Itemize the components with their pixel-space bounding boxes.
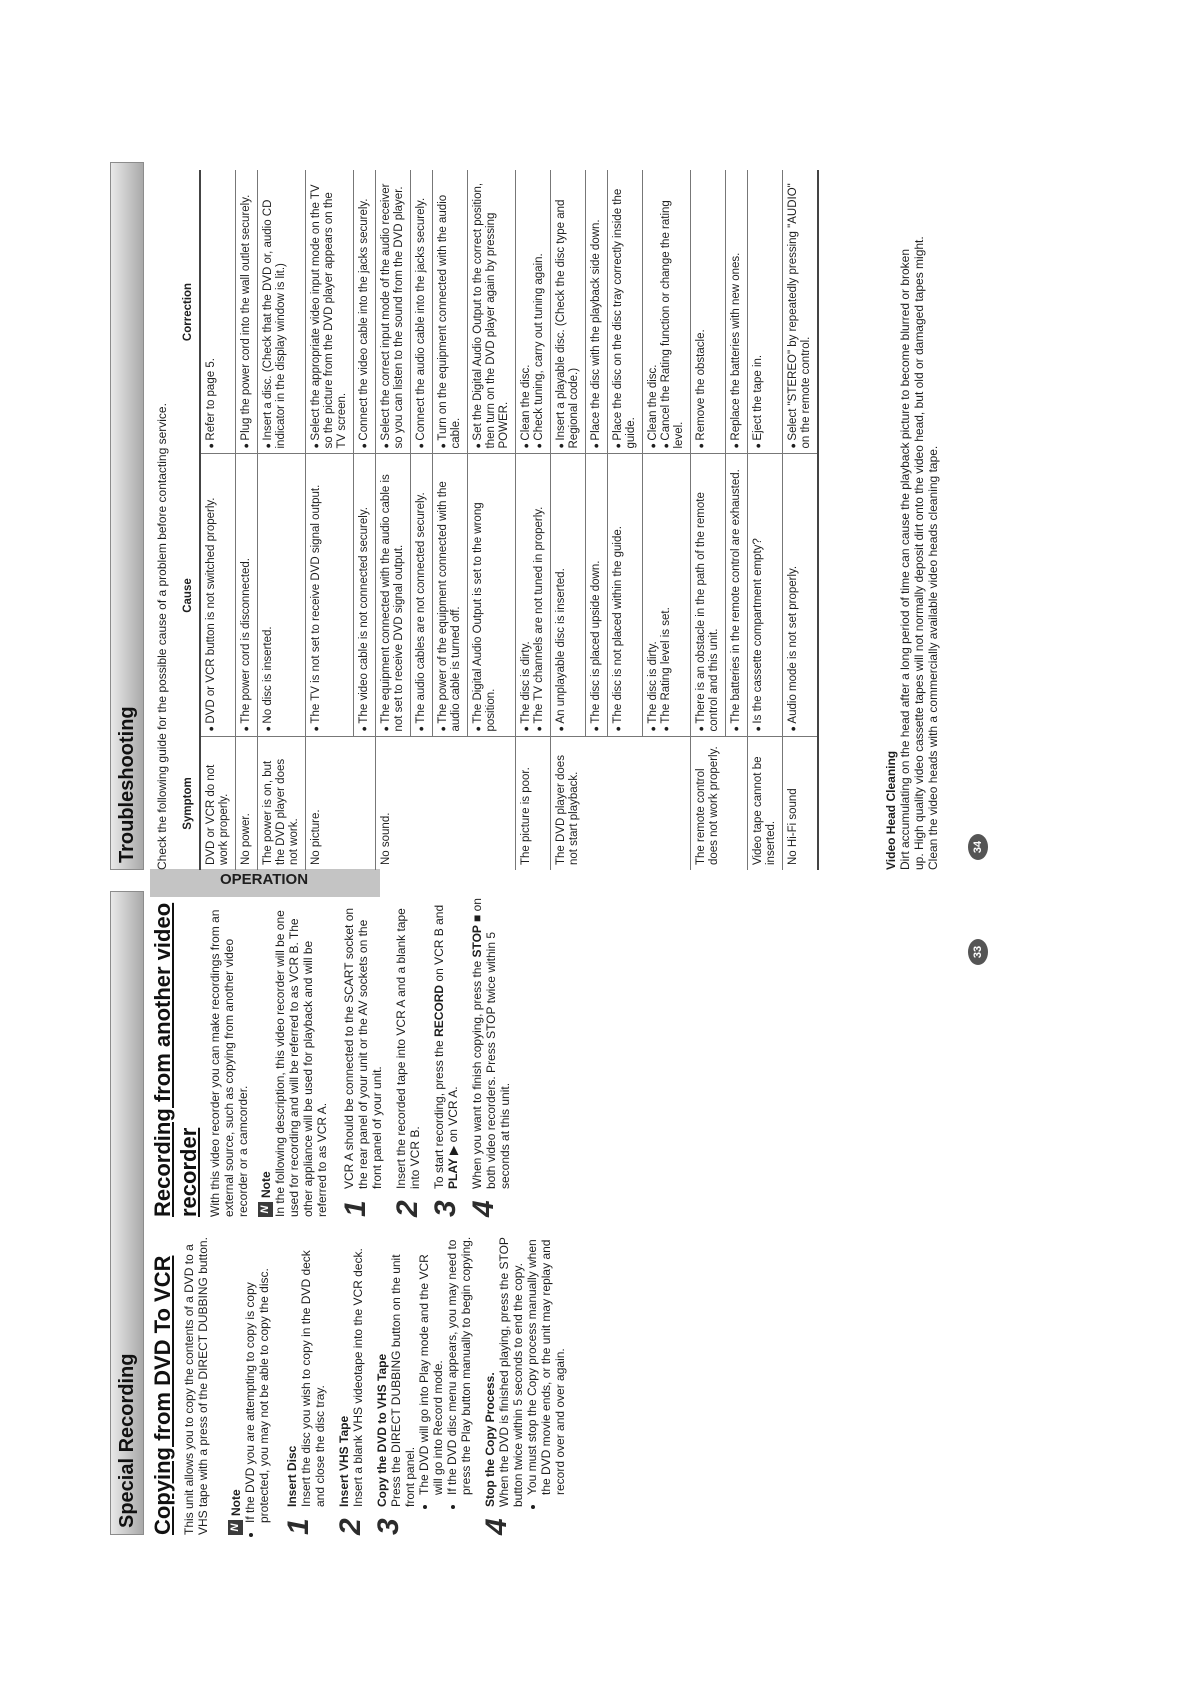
step-number: 3 (372, 1518, 405, 1535)
note-text: • If the DVD you are attempting to copy is copy protected, you may not be able to copy the disc. (243, 1235, 271, 1523)
table-row (376, 170, 411, 870)
dvd-to-vcr-intro: This unit allows you to copy the contents of a DVD to a VHS tape with a press of the DIRECT DUBBING button. (182, 1237, 210, 1535)
table-row (783, 170, 819, 870)
symptom-cell: No Hi-Fi sound (783, 737, 819, 870)
symptom-cell: No picture. (306, 737, 354, 870)
troubleshooting-rows (200, 170, 818, 870)
table-row (748, 170, 783, 870)
table-row (236, 170, 258, 870)
page-number-badge: 33 (968, 939, 988, 965)
cause-cell: ● The audio cables are not connected securely. (411, 454, 433, 737)
step-bullet: • The DVD will go into Play mode and the VCR will go into Record mode. (417, 1235, 445, 1495)
symptom-cell (411, 737, 433, 870)
symptom-cell (643, 737, 691, 870)
step-number: 1 (282, 1518, 315, 1535)
table-row (551, 170, 586, 870)
step-4 (467, 897, 512, 1217)
cause-cell: ● There is an obstacle in the path of the remote control and this unit. (691, 454, 726, 737)
banner-title: Special Recording (116, 1353, 138, 1528)
cause-cell: ● The power of the equipment connected with the audio cable is turned off. (433, 454, 468, 737)
cause-cell: ● The video cable is not connected securely. (354, 454, 376, 737)
table-row (354, 170, 376, 870)
step-2 (334, 1235, 367, 1535)
symptom-cell: The picture is poor. (516, 737, 551, 870)
page-33 (110, 885, 990, 1535)
symptom-cell: The power is on, but the DVD player does not work. (258, 737, 306, 870)
correction-cell: ● Eject the tape in. (748, 170, 783, 454)
note-title: Note (228, 1489, 243, 1516)
step-text: Insert a blank VHS videotape into the VCR deck. (351, 1248, 365, 1507)
cause-cell: ● The disc is not placed within the guide. (608, 454, 643, 737)
step-number: 4 (467, 1200, 500, 1217)
step-1 (339, 897, 384, 1217)
step-text: Insert the recorded tape into VCR A and a blank tape into VCR B. (394, 908, 422, 1189)
table-row (433, 170, 468, 870)
step-bullet: • You must stop the Copy process manually when the DVD movie ends, or the unit may replay and record over and over again. (525, 1235, 567, 1495)
video-head-cleaning-title: Video Head Cleaning (884, 750, 898, 870)
correction-cell: ● Plug the power cord into the wall outlet securely. (236, 170, 258, 454)
table-row (643, 170, 691, 870)
column-header-correction: Correction (178, 170, 200, 454)
video-head-cleaning (884, 230, 940, 870)
correction-cell: ● Place the disc with the playback side down. (586, 170, 608, 454)
cause-cell: ● The disc is placed upside down. (586, 454, 608, 737)
table-row (726, 170, 748, 870)
correction-cell: ● Select the appropriate video input mode on the TV so the picture from the DVD player appears on the TV screen. (306, 170, 354, 454)
step-text: VCR A should be connected to the SCART socket on the rear panel of your unit or the AV sockets on the front panel of your unit. (342, 907, 384, 1189)
step-title: Insert VHS Tape (337, 1415, 351, 1507)
step-text: Press the DIRECT DUBBING button on the unit front panel. (389, 1254, 417, 1507)
another-recorder-intro: With this video recorder you can make recordings from an external source, such as copying from another video recorder or a camcorder. (208, 909, 250, 1217)
rotated-manual-spread (110, 135, 990, 1535)
cause-cell: ● Audio mode is not set properly. (783, 454, 819, 737)
table-row (411, 170, 433, 870)
table-row (586, 170, 608, 870)
heading-dvd-to-vcr: Copying from DVD To VCR (150, 1255, 175, 1535)
correction-cell: ● Replace the batteries with new ones. (726, 170, 748, 454)
correction-cell: ● Clean the disc. ● Cancel the Rating function or change the rating level. (643, 170, 691, 454)
page-number-badge: 34 (968, 834, 988, 860)
column-header-cause: Cause (178, 454, 200, 737)
correction-cell: ● Turn on the equipment connected with the audio cable. (433, 170, 468, 454)
step-bullet: • If the DVD disc menu appears, you may need to press the Play button manually to begin copying. (445, 1235, 473, 1495)
step-text: When the DVD is finished playing, press the STOP button twice within 5 seconds to end the copy. (497, 1237, 525, 1507)
step-number: 3 (429, 1200, 462, 1217)
video-head-cleaning-text: Dirt accumulating on the head after a long period of time can cause the playback picture to become blurred or broken up. High quality video cassette tapes will not normally deposit dirt onto the video head, but old or damaged tapes might. Clean the video heads with a commercially available video heads cleaning tape. (898, 236, 940, 870)
symptom-cell (354, 737, 376, 870)
note-text: In the following description, this video recorder will be one used for recording and will be referred to as VCR B. The other appliance will be used for playback and will be referred to as VCR A. (273, 910, 329, 1217)
symptom-cell (468, 737, 516, 870)
cause-cell: ● The power cord is disconnected. (236, 454, 258, 737)
table-row (691, 170, 726, 870)
note-copy-protection (228, 1235, 271, 1535)
banner-title: Troubleshooting (116, 706, 138, 863)
correction-cell: ● Remove the obstacle. (691, 170, 726, 454)
cause-cell: ● The Digital Audio Output is set to the wrong position. (468, 454, 516, 737)
step-3 (429, 897, 462, 1217)
section-banner-special-recording (110, 891, 144, 1535)
step-number: 2 (334, 1518, 367, 1535)
cause-cell: ● The disc is dirty. ● The Rating level is set. (643, 454, 691, 737)
step-4 (480, 1235, 567, 1535)
symptom-cell: No sound. (376, 737, 411, 870)
table-row (258, 170, 306, 870)
step-title: Insert Disc (285, 1445, 299, 1507)
table-header-row (178, 170, 200, 870)
note-icon: N (258, 1202, 273, 1217)
step-number: 4 (480, 1518, 513, 1535)
operation-tab-label: OPERATION (220, 871, 309, 888)
correction-cell: ● Refer to page 5. (200, 170, 236, 454)
cause-cell: ● The batteries in the remote control are exhausted. (726, 454, 748, 737)
step-title: Stop the Copy Process. (483, 1372, 497, 1507)
correction-cell: ● Place the disc on the disc tray correctly inside the guide. (608, 170, 643, 454)
step-number: 1 (339, 1200, 372, 1217)
section-banner-troubleshooting (110, 162, 144, 870)
table-row (608, 170, 643, 870)
troubleshooting-table (178, 170, 819, 870)
correction-cell: ● Select the correct input mode of the audio receiver so you can listen to the sound from the DVD player. (376, 170, 411, 454)
dvd-to-vcr-steps (282, 1235, 577, 1535)
page-34 (110, 145, 990, 870)
correction-cell: ● Select "STEREO" by repeatedly pressing "AUDIO" on the remote control. (783, 170, 819, 454)
symptom-cell: The DVD player does not start playback. (551, 737, 586, 870)
correction-cell: ● Connect the video cable into the jacks securely. (354, 170, 376, 454)
correction-cell: ● Connect the audio cable into the jacks securely. (411, 170, 433, 454)
cause-cell: ● No disc is inserted. (258, 454, 306, 737)
symptom-cell (726, 737, 748, 870)
step-text: When you want to finish copying, press the STOP ■ on both video recorders. Press STOP twice within 5 seconds at this unit. (470, 898, 512, 1189)
column-header-symptom: Symptom (178, 737, 200, 870)
symptom-cell: DVD or VCR do not work properly. (200, 737, 236, 870)
correction-cell: ● Insert a disc. (Check that the DVD or, audio CD indicator in the display window is lit.) (258, 170, 306, 454)
troubleshooting-intro: Check the following guide for the possible cause of a problem before contacting service. (155, 403, 169, 870)
note-icon: N (228, 1520, 243, 1535)
cause-cell: ● DVD or VCR button is not switched properly. (200, 454, 236, 737)
operation-tab (150, 869, 380, 897)
step-text: Insert the disc you wish to copy in the DVD deck and close the disc tray. (299, 1250, 327, 1507)
symptom-cell: The remote control does not work properly. (691, 737, 726, 870)
table-row (200, 170, 236, 870)
symptom-cell (608, 737, 643, 870)
step-3 (372, 1235, 473, 1535)
note-vcr-naming (258, 897, 329, 1217)
cause-cell: ● An unplayable disc is inserted. (551, 454, 586, 737)
step-title: Copy the DVD to VHS Tape (375, 1353, 389, 1507)
cause-cell: ● The equipment connected with the audio cable is not set to receive DVD signal output. (376, 454, 411, 737)
note-title: Note (258, 1171, 273, 1198)
cause-cell: ● The disc is dirty. ● The TV channels are not tuned in properly. (516, 454, 551, 737)
step-text: To start recording, press the RECORD on VCR B and PLAY ▶ on VCR A. (432, 904, 460, 1189)
step-number: 2 (391, 1200, 424, 1217)
heading-another-recorder: Recording from another video recorder (150, 902, 201, 1217)
cause-cell: ● The TV is not set to receive DVD signal output. (306, 454, 354, 737)
symptom-cell (433, 737, 468, 870)
table-row (516, 170, 551, 870)
symptom-cell: Video tape cannot be inserted. (748, 737, 783, 870)
table-row (468, 170, 516, 870)
symptom-cell (586, 737, 608, 870)
symptom-cell: No power. (236, 737, 258, 870)
step-2 (391, 897, 424, 1217)
correction-cell: ● Insert a playable disc. (Check the disc type and Regional code.) (551, 170, 586, 454)
step-1 (282, 1235, 327, 1535)
another-recorder-steps (339, 897, 522, 1217)
correction-cell: ● Clean the disc. ● Check tuning, carry out tuning again. (516, 170, 551, 454)
cause-cell: ● Is the cassette compartment empty? (748, 454, 783, 737)
table-row (306, 170, 354, 870)
correction-cell: ● Set the Digital Audio Output to the correct position, then turn on the DVD player again by pressing POWER. (468, 170, 516, 454)
